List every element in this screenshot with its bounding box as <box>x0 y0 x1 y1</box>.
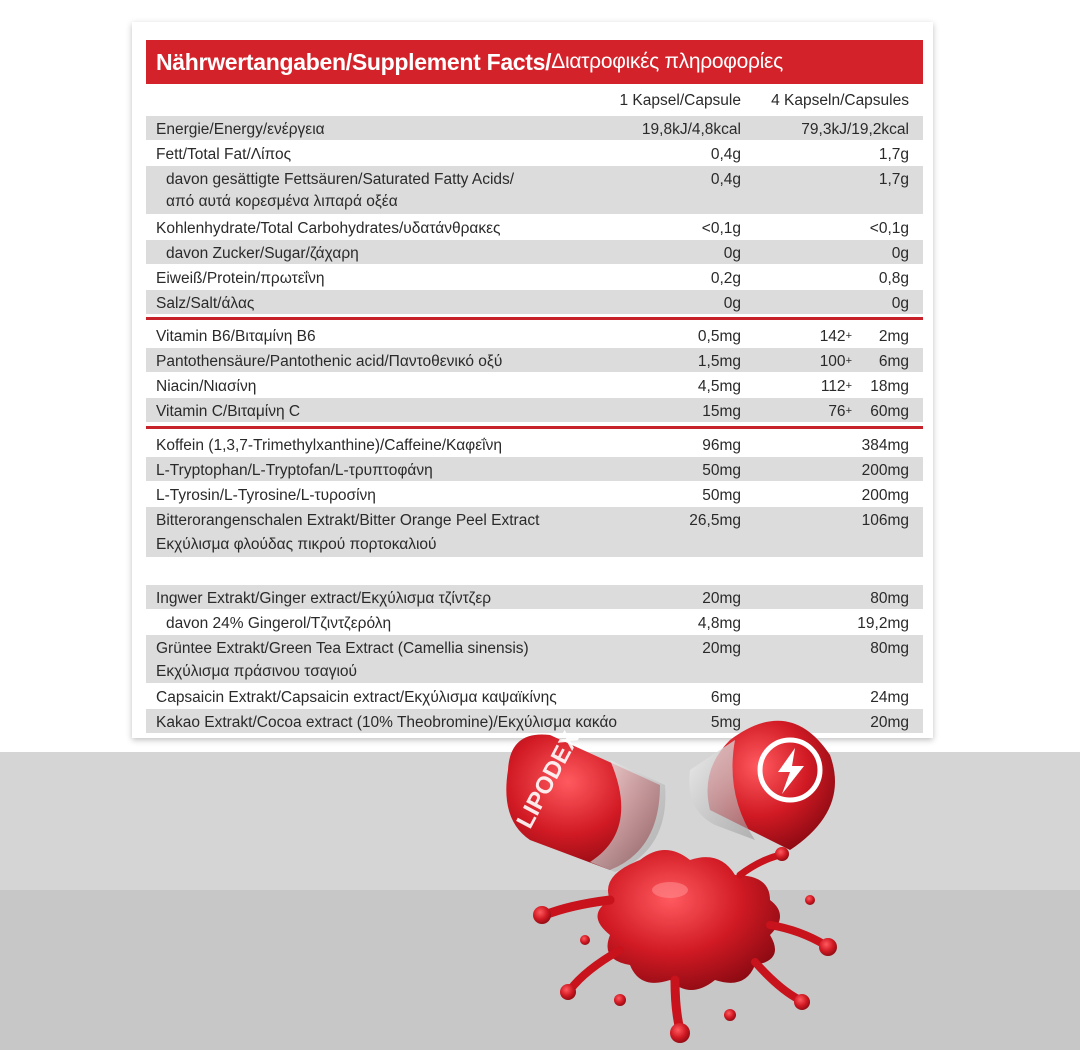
header-title-greek: Διατροφικές πληροφορίες <box>551 50 783 73</box>
ingredient-name: Koffein (1,3,7-Trimethylxanthine)/Caffeine/Καφεΐνη <box>156 437 502 454</box>
value-4-capsules: 60mg <box>870 403 909 420</box>
gel-splash <box>533 847 837 1043</box>
value-1-capsule: 4,5mg <box>697 378 741 395</box>
column-header-4-capsules: 4 Kapseln/Capsules <box>771 92 909 109</box>
value-1-capsule: 0,4g <box>710 146 741 163</box>
capsule-brand-text: LIPODEX <box>511 727 585 833</box>
ingredient-name-greek: Εκχύλισμα πράσινου τσαγιού <box>156 663 358 680</box>
value-1-capsule: 50mg <box>702 462 741 479</box>
percent-nrv: 100+ <box>819 353 852 370</box>
value-1-capsule: 20mg <box>702 590 741 607</box>
table-row <box>146 348 923 372</box>
value-1-capsule: 6mg <box>710 689 741 706</box>
value-1-capsule: 0,5mg <box>697 328 741 345</box>
table-row <box>146 432 923 456</box>
label-header <box>146 40 923 84</box>
table-row <box>146 240 923 264</box>
ingredient-name: L-Tyrosin/L-Tyrosine/L-τυροσίνη <box>156 487 376 504</box>
capsule-illustration <box>490 700 850 1050</box>
value-1-capsule: 96mg <box>702 437 741 454</box>
capsule-half-left <box>506 727 665 872</box>
value-4-capsules: <0,1g <box>869 220 909 237</box>
ingredient-name-greek: Εκχύλισμα φλούδας πικρού πορτοκαλιού <box>156 536 437 553</box>
table-row <box>146 265 923 289</box>
ingredient-name: L-Tryptophan/L-Tryptofan/L-τρυπτοφάνη <box>156 462 433 479</box>
value-4-capsules: 200mg <box>861 462 909 479</box>
ingredient-name: Grüntee Extrakt/Green Tea Extract (Camellia sinensis) <box>156 640 529 657</box>
value-4-capsules: 18mg <box>870 378 909 395</box>
value-1-capsule: 15mg <box>702 403 741 420</box>
table-row <box>146 373 923 397</box>
ingredient-name: Kakao Extrakt/Cocoa extract (10% Theobromine)/Εκχύλισμα κακάο <box>156 714 618 731</box>
value-4-capsules: 80mg <box>870 640 909 657</box>
value-1-capsule: 0,2g <box>710 270 741 287</box>
value-4-capsules: 24mg <box>870 689 909 706</box>
table-row <box>146 290 923 314</box>
table-row <box>146 141 923 165</box>
value-1-capsule: 50mg <box>702 487 741 504</box>
table-row <box>146 482 923 506</box>
table-row <box>146 507 923 557</box>
nutrient-name: Salz/Salt/άλας <box>156 295 255 312</box>
nutrient-name-greek: από αυτά κορεσμένα λιπαρά οξέα <box>166 193 398 210</box>
section-divider <box>146 426 923 429</box>
capsule-half-right <box>689 721 835 850</box>
supplement-facts-label <box>132 22 933 738</box>
vitamin-name: Vitamin B6/Βιταμίνη B6 <box>156 328 316 345</box>
percent-nrv: 76+ <box>828 403 852 420</box>
value-4-capsules: 80mg <box>870 590 909 607</box>
table-row <box>146 215 923 239</box>
value-1-capsule: 19,8kJ/4,8kcal <box>641 121 741 138</box>
value-4-capsules: 384mg <box>861 437 909 454</box>
table-row <box>146 398 923 422</box>
value-4-capsules: 1,7g <box>878 171 909 188</box>
table-row <box>146 585 923 609</box>
table-row <box>146 166 923 214</box>
ingredient-name: Ingwer Extrakt/Ginger extract/Εκχύλισμα τζίντζερ <box>156 590 492 607</box>
value-1-capsule: 0,4g <box>710 171 741 188</box>
value-1-capsule: 0g <box>723 295 741 312</box>
ingredient-name: davon 24% Gingerol/Τζιντζερόλη <box>166 615 392 632</box>
nutrient-name: Energie/Energy/ενέργεια <box>156 121 325 138</box>
value-4-capsules: 2mg <box>878 328 909 345</box>
table-row <box>146 116 923 140</box>
value-4-capsules: 0g <box>891 295 909 312</box>
header-title-main: Nährwertangaben/Supplement Facts/ <box>156 48 552 75</box>
value-4-capsules: 200mg <box>861 487 909 504</box>
vitamin-name: Niacin/Νιασίνη <box>156 378 257 395</box>
table-row <box>146 323 923 347</box>
value-4-capsules: 0g <box>891 245 909 262</box>
table-row <box>146 635 923 683</box>
value-1-capsule: 20mg <box>702 640 741 657</box>
value-1-capsule: 0g <box>723 245 741 262</box>
value-4-capsules: 106mg <box>861 512 909 529</box>
table-row <box>146 457 923 481</box>
nutrient-name: Kohlenhydrate/Total Carbohydrates/υδατάνθρακες <box>156 220 501 237</box>
value-1-capsule: 1,5mg <box>697 353 741 370</box>
value-1-capsule: 26,5mg <box>689 512 741 529</box>
ingredient-name: Capsaicin Extrakt/Capsaicin extract/Εκχύλισμα καψαϊκίνης <box>156 689 557 706</box>
value-4-capsules: 20mg <box>870 714 909 731</box>
nutrient-name: Eiweiß/Protein/πρωτεΐνη <box>156 270 325 287</box>
value-4-capsules: 1,7g <box>878 146 909 163</box>
percent-nrv: 112+ <box>820 378 852 395</box>
value-4-capsules: 19,2mg <box>857 615 909 632</box>
column-header-1-capsule: 1 Kapsel/Capsule <box>619 92 741 109</box>
percent-nrv: 142+ <box>819 328 852 345</box>
vitamin-name: Vitamin C/Βιταμίνη C <box>156 403 301 420</box>
value-4-capsules: 0,8g <box>878 270 909 287</box>
ingredient-name: Bitterorangenschalen Extrakt/Bitter Orange Peel Extract <box>156 512 540 529</box>
value-4-capsules: 79,3kJ/19,2kcal <box>801 121 909 138</box>
vitamin-name: Pantothensäure/Pantothenic acid/Παντοθενικό οξύ <box>156 353 503 370</box>
value-1-capsule: 5mg <box>710 714 741 731</box>
nutrient-name: davon Zucker/Sugar/ζάχαρη <box>166 245 359 262</box>
column-headers <box>146 90 923 114</box>
value-1-capsule: 4,8mg <box>697 615 741 632</box>
nutrient-name: davon gesättigte Fettsäuren/Saturated Fatty Acids/ <box>166 171 515 188</box>
nutrient-name: Fett/Total Fat/Λίπος <box>156 146 292 163</box>
value-4-capsules: 6mg <box>878 353 909 370</box>
value-1-capsule: <0,1g <box>701 220 741 237</box>
section-divider <box>146 317 923 320</box>
table-row <box>146 610 923 634</box>
